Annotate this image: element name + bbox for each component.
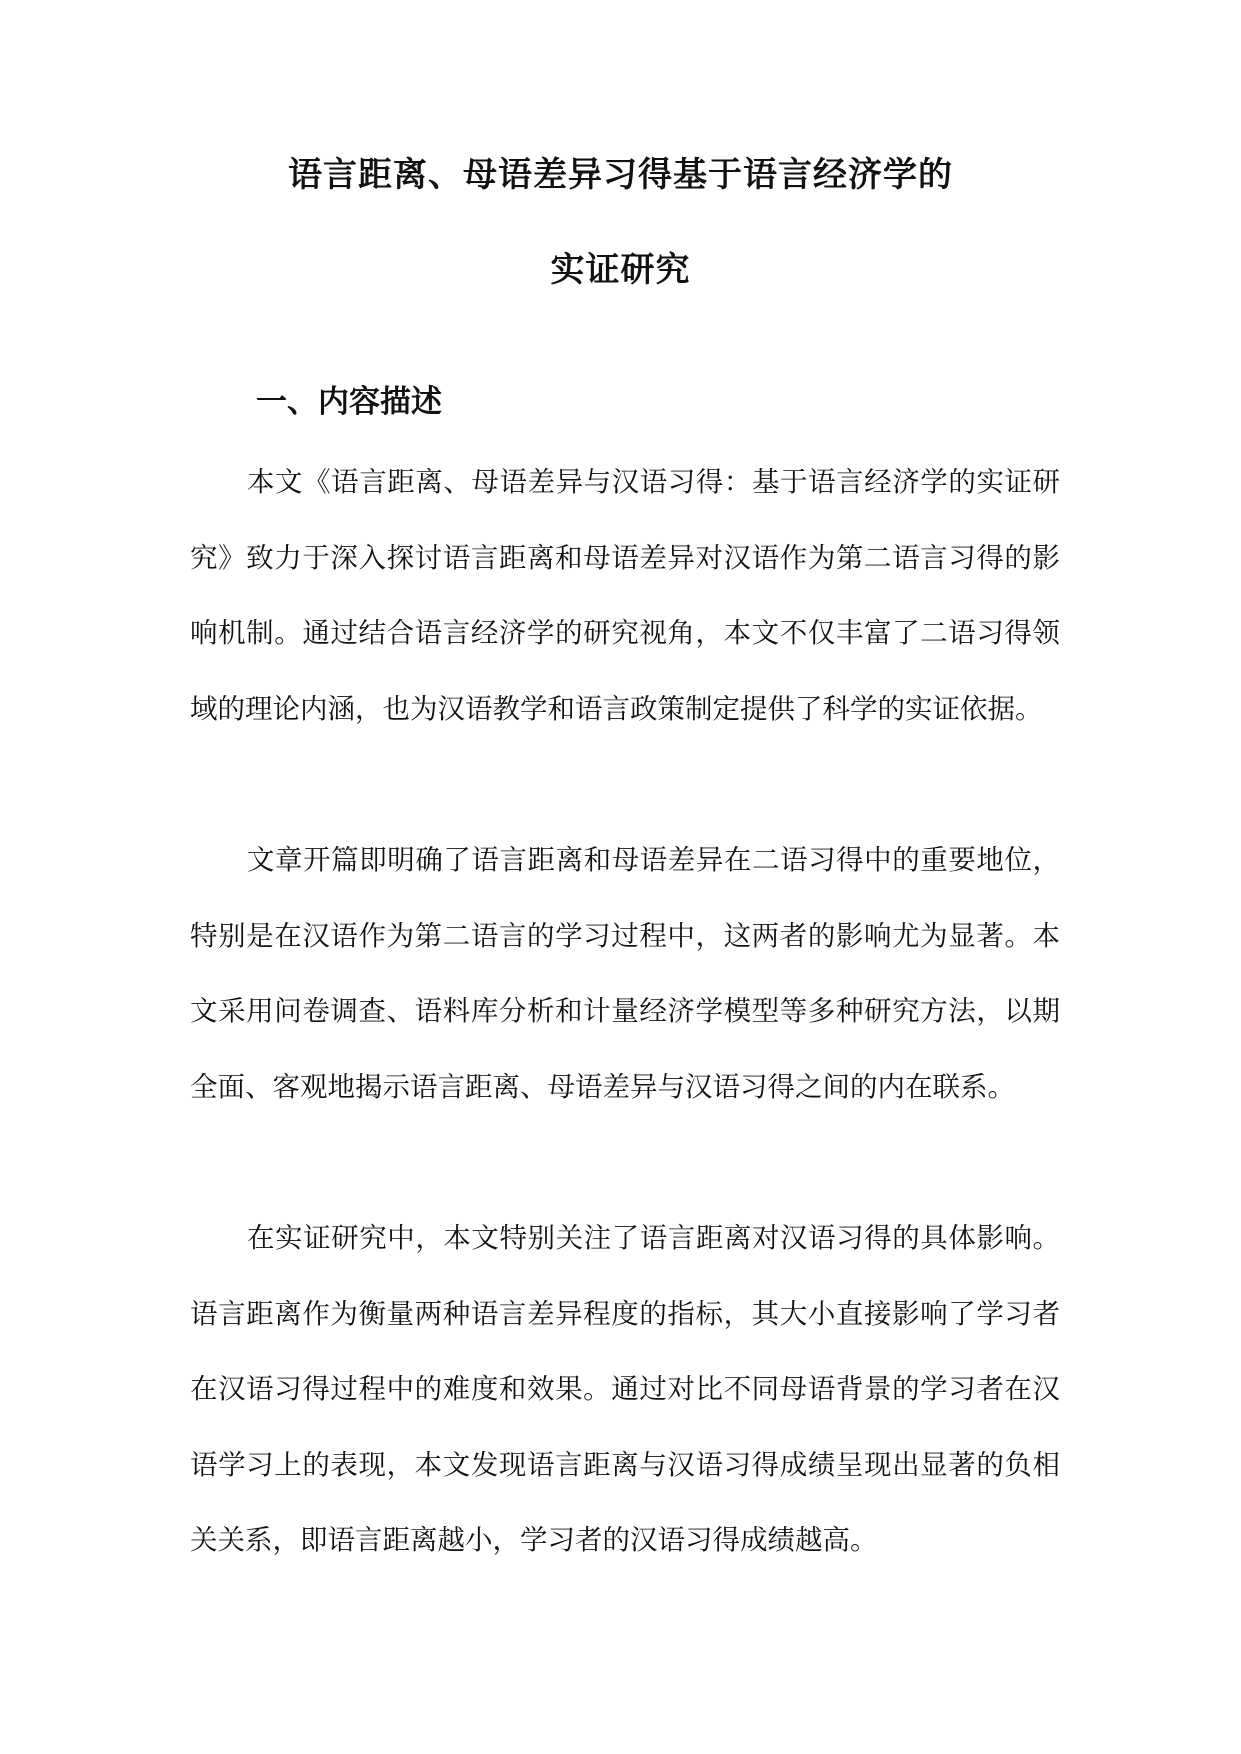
paragraph-1: 本文《语言距离、母语差异与汉语习得：基于语言经济学的实证研究》致力于深入探讨语言距离和母语差异对汉语作为第二语言习得的影响机制。通过结合语言经济学的研究视角，本文不仅丰富了二语习得领域的理论内涵，也为汉语教学和语言政策制定提供了科学的实证依据。 — [190, 466, 1060, 725]
paragraph-3: 在实证研究中，本文特别关注了语言距离对汉语习得的具体影响。语言距离作为衡量两种语言差异程度的指标，其大小直接影响了学习者在汉语习得过程中的难度和效果。通过对比不同母语背景的学习者在汉语学习上的表现，本文发现语言距离与汉语习得成绩呈现出显著的负相关关系，即语言距离越小，学习者的汉语习得成绩越高。 — [190, 1222, 1060, 1557]
section-heading: 一、内容描述 — [256, 384, 442, 420]
paragraph-2: 文章开篇即明确了语言距离和母语差异在二语习得中的重要地位，特别是在汉语作为第二语言的学习过程中，这两者的影响尤为显著。本文采用问卷调查、语料库分析和计量经济学模型等多种研究方法，以期全面、客观地揭示语言距离、母语差异与汉语习得之间的内在联系。 — [190, 844, 1060, 1103]
document-title-line-2: 实证研究 — [550, 250, 691, 290]
document-title-line-1: 语言距离、母语差异习得基于语言经济学的 — [288, 155, 953, 195]
